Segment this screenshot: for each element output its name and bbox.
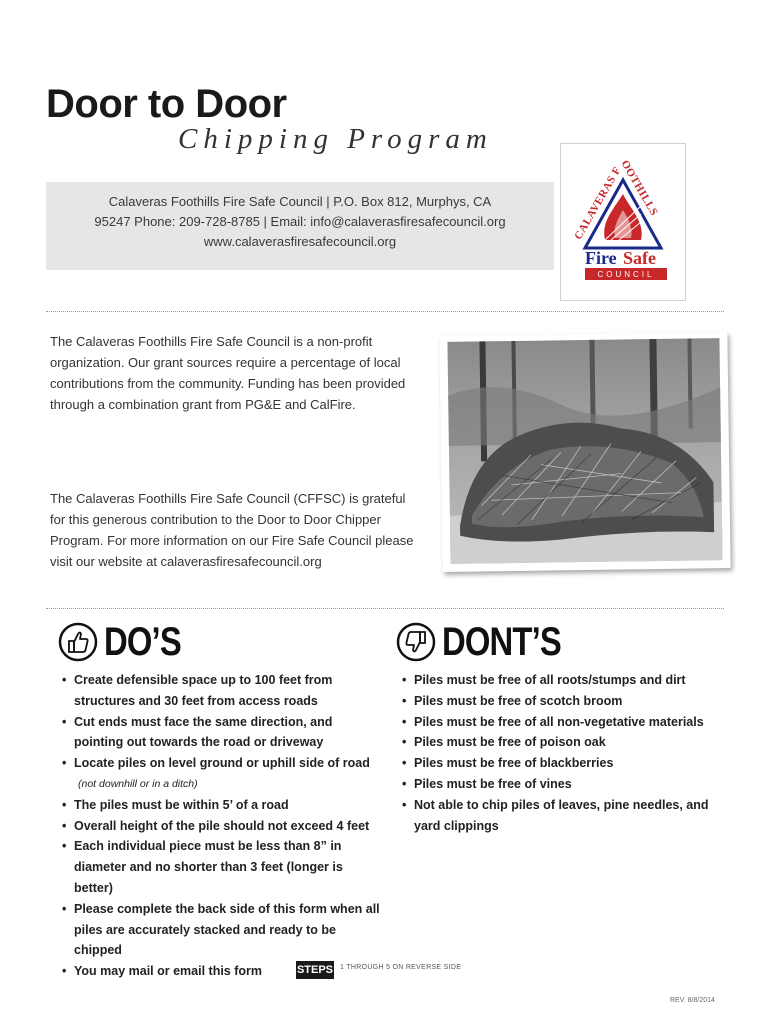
logo-arc-text: CALAVERAS FOOTHILLS bbox=[572, 158, 661, 242]
dos-header bbox=[58, 620, 358, 664]
contact-phone-email: 95247 Phone: 209-728-8785 | Email: info@calaverasfiresafecouncil.org bbox=[94, 214, 506, 229]
logo-council-text: COUNCIL bbox=[597, 270, 655, 279]
page-subtitle: Chipping Program bbox=[178, 123, 493, 155]
dos-heading: DO’S bbox=[104, 620, 181, 664]
dos-list bbox=[62, 670, 382, 982]
dos-item: • Overall height of the pile should not exceed 4 feet bbox=[62, 816, 382, 837]
dos-item: • Locate piles on level ground or uphill side of road bbox=[62, 753, 382, 774]
donts-item: • Piles must be free of scotch broom bbox=[402, 691, 712, 712]
logo-emblem bbox=[561, 144, 685, 300]
intro-paragraph-1: The Calaveras Foothills Fire Safe Council is a non-profit organization. Our grant sources require a percentage of local contributions from the community. Funding has been provided through a combination grant from PG&E and CalFire. bbox=[50, 334, 406, 412]
dos-item: • You may mail or email this form bbox=[62, 961, 382, 982]
dos-item: • Cut ends must face the same direction, and pointing out towards the road or driveway bbox=[62, 712, 382, 754]
dos-item: • The piles must be within 5’ of a road bbox=[62, 795, 382, 816]
donts-item: • Piles must be free of poison oak bbox=[402, 732, 712, 753]
dos-item: • Each individual piece must be less than 8” in diameter and no shorter than 3 feet (longer is better) bbox=[62, 836, 382, 898]
donts-item: • Piles must be free of vines bbox=[402, 774, 712, 795]
dos-item: • Create defensible space up to 100 feet from structures and 30 feet from access roads bbox=[62, 670, 382, 712]
divider-middle bbox=[46, 608, 724, 609]
thumbs-up-icon bbox=[58, 622, 98, 662]
divider-top bbox=[46, 311, 724, 312]
dos-item: • Please complete the back side of this form when all piles are accurately stacked and ready to be chipped bbox=[62, 899, 382, 961]
steps-badge: STEPS bbox=[296, 961, 334, 979]
donts-item: • Piles must be free of all non-vegetative materials bbox=[402, 712, 712, 733]
page-title: Door to Door bbox=[46, 82, 287, 126]
brush-pile-photo bbox=[439, 332, 730, 572]
dos-note: (not downhill or in a ditch) bbox=[78, 777, 198, 790]
donts-list bbox=[402, 670, 712, 836]
contact-address: Calaveras Foothills Fire Safe Council | P.O. Box 812, Murphys, CA bbox=[108, 194, 492, 209]
revision-date: REV. 8/8/2014 bbox=[670, 997, 715, 1004]
contact-website: www.calaverasfiresafecouncil.org bbox=[203, 234, 397, 249]
logo-fire-text: Fire bbox=[585, 248, 617, 268]
contact-box bbox=[46, 182, 554, 270]
steps-reference: 1 THROUGH 5 ON REVERSE SIDE bbox=[340, 964, 462, 971]
donts-item: • Piles must be free of blackberries bbox=[402, 753, 712, 774]
donts-heading: DONT’S bbox=[442, 620, 562, 664]
logo-safe-text: Safe bbox=[623, 248, 656, 268]
fire-safe-council-logo bbox=[560, 143, 686, 301]
donts-item: • Not able to chip piles of leaves, pine needles, and yard clippings bbox=[402, 795, 712, 837]
intro-paragraph-2: The Calaveras Foothills Fire Safe Council (CFFSC) is grateful for this generous contribution to the Door to Door Chipper Program. For more information on our Fire Safe Council please visit our website at calaverasfiresafecouncil.org bbox=[50, 491, 414, 569]
donts-header bbox=[396, 620, 696, 664]
donts-item: • Piles must be free of all roots/stumps and dirt bbox=[402, 670, 712, 691]
thumbs-down-icon bbox=[396, 622, 436, 662]
brush-pile-image bbox=[439, 332, 730, 572]
